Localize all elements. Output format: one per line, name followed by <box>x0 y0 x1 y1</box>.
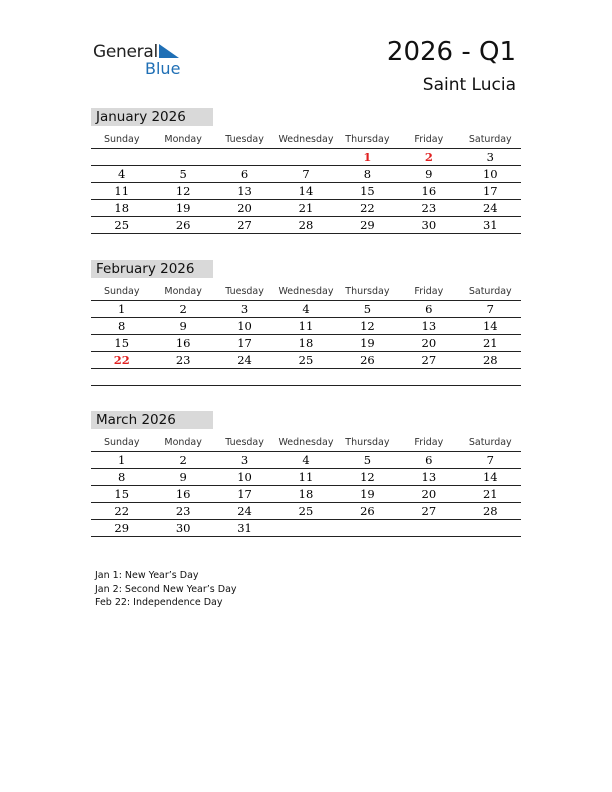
week-row <box>91 469 521 486</box>
week-row <box>91 520 521 537</box>
weekday-header: Saturday <box>468 436 512 448</box>
weekday-header: Sunday <box>103 285 140 297</box>
calendar-grid <box>91 130 521 234</box>
day-cell: 1 <box>91 301 152 318</box>
day-cell <box>275 520 336 537</box>
day-cell: 14 <box>460 469 521 486</box>
day-cell: 2 <box>152 301 213 318</box>
weekday-header: Tuesday <box>225 436 264 448</box>
month-label: February 2026 <box>91 260 213 278</box>
day-cell: 22 <box>91 503 152 520</box>
day-cell: 7 <box>275 166 336 183</box>
month-label: March 2026 <box>91 411 213 429</box>
month-block <box>91 108 521 234</box>
day-cell: 21 <box>460 335 521 352</box>
day-cell: 28 <box>460 352 521 369</box>
day-cell: 28 <box>460 503 521 520</box>
day-cell: 16 <box>398 183 459 200</box>
day-cell: 4 <box>91 166 152 183</box>
day-cell: 14 <box>275 183 336 200</box>
week-row <box>91 486 521 503</box>
day-cell: 26 <box>152 217 213 234</box>
day-cell: 16 <box>152 335 213 352</box>
logo-word-blue: Blue <box>145 59 181 78</box>
country-name: Saint Lucia <box>422 75 516 95</box>
weekday-header: Tuesday <box>225 285 264 297</box>
page-title: 2026 - Q1 <box>386 37 516 67</box>
day-cell: 26 <box>337 352 398 369</box>
day-cell: 19 <box>337 335 398 352</box>
week-row <box>91 183 521 200</box>
day-cell: 31 <box>214 520 275 537</box>
day-cell: 8 <box>337 166 398 183</box>
month-block <box>91 260 521 386</box>
day-cell <box>275 149 336 166</box>
weekday-header: Wednesday <box>278 133 334 145</box>
week-row <box>91 452 521 469</box>
day-cell: 17 <box>214 335 275 352</box>
holiday-note: Jan 1: New Year’s Day <box>95 570 199 581</box>
day-cell: 25 <box>275 352 336 369</box>
day-cell <box>91 369 152 386</box>
day-cell <box>152 149 213 166</box>
day-cell: 7 <box>460 301 521 318</box>
day-cell <box>275 369 336 386</box>
weekday-header: Friday <box>414 436 444 448</box>
day-cell: 9 <box>152 469 213 486</box>
day-cell: 13 <box>398 469 459 486</box>
day-cell: 6 <box>214 166 275 183</box>
day-cell: 11 <box>91 183 152 200</box>
day-cell: 12 <box>337 318 398 335</box>
day-cell: 8 <box>91 469 152 486</box>
day-cell: 30 <box>152 520 213 537</box>
day-cell: 9 <box>398 166 459 183</box>
calendar-grid <box>91 433 521 537</box>
day-cell: 16 <box>152 486 213 503</box>
holiday-notes <box>95 569 237 610</box>
day-cell: 27 <box>398 503 459 520</box>
day-cell: 17 <box>460 183 521 200</box>
calendar-grid <box>91 282 521 386</box>
day-cell: 29 <box>337 217 398 234</box>
day-cell: 15 <box>337 183 398 200</box>
day-cell: 1 <box>337 149 398 166</box>
day-cell: 12 <box>152 183 213 200</box>
weekday-header: Wednesday <box>278 436 334 448</box>
day-cell <box>460 520 521 537</box>
day-cell: 8 <box>91 318 152 335</box>
day-cell <box>398 520 459 537</box>
day-cell: 17 <box>214 486 275 503</box>
logo-word-general: General <box>93 42 158 62</box>
day-cell: 20 <box>398 335 459 352</box>
day-cell <box>337 369 398 386</box>
day-cell: 27 <box>398 352 459 369</box>
day-cell: 10 <box>214 318 275 335</box>
day-cell: 20 <box>398 486 459 503</box>
day-cell: 12 <box>337 469 398 486</box>
day-cell: 29 <box>91 520 152 537</box>
weekday-header: Thursday <box>345 436 390 448</box>
weekday-header: Tuesday <box>225 133 264 145</box>
week-row <box>91 503 521 520</box>
day-cell: 31 <box>460 217 521 234</box>
day-cell: 24 <box>214 352 275 369</box>
day-cell: 13 <box>214 183 275 200</box>
day-cell: 9 <box>152 318 213 335</box>
weekday-header: Friday <box>414 133 444 145</box>
day-cell: 11 <box>275 318 336 335</box>
day-cell <box>398 369 459 386</box>
day-cell: 3 <box>460 149 521 166</box>
day-cell: 30 <box>398 217 459 234</box>
day-cell: 27 <box>214 217 275 234</box>
day-cell: 24 <box>214 503 275 520</box>
weekday-header: Sunday <box>103 436 140 448</box>
day-cell: 19 <box>152 200 213 217</box>
day-cell: 20 <box>214 200 275 217</box>
week-row <box>91 217 521 234</box>
generalblue-logo <box>93 42 193 78</box>
weekday-header: Wednesday <box>278 285 334 297</box>
day-cell <box>214 369 275 386</box>
day-cell: 22 <box>337 200 398 217</box>
day-cell: 6 <box>398 452 459 469</box>
weekday-header: Saturday <box>468 133 512 145</box>
day-cell: 13 <box>398 318 459 335</box>
day-cell: 22 <box>91 352 152 369</box>
weekday-header: Saturday <box>468 285 512 297</box>
week-row <box>91 149 521 166</box>
day-cell <box>214 149 275 166</box>
day-cell: 23 <box>152 503 213 520</box>
day-cell: 14 <box>460 318 521 335</box>
week-row <box>91 200 521 217</box>
day-cell: 19 <box>337 486 398 503</box>
day-cell: 10 <box>214 469 275 486</box>
day-cell: 15 <box>91 335 152 352</box>
day-cell: 7 <box>460 452 521 469</box>
weekday-header: Monday <box>164 133 202 145</box>
logo-flag-icon <box>159 44 181 60</box>
day-cell: 25 <box>275 503 336 520</box>
week-row <box>91 166 521 183</box>
day-cell: 2 <box>398 149 459 166</box>
day-cell: 23 <box>398 200 459 217</box>
weekday-header: Sunday <box>103 133 140 145</box>
day-cell: 21 <box>460 486 521 503</box>
day-cell: 2 <box>152 452 213 469</box>
day-cell: 5 <box>337 452 398 469</box>
week-row <box>91 301 521 318</box>
day-cell: 3 <box>214 452 275 469</box>
day-cell: 28 <box>275 217 336 234</box>
day-cell <box>460 369 521 386</box>
day-cell: 10 <box>460 166 521 183</box>
day-cell <box>152 369 213 386</box>
weekday-header: Monday <box>164 436 202 448</box>
day-cell: 5 <box>152 166 213 183</box>
day-cell: 4 <box>275 452 336 469</box>
day-cell: 4 <box>275 301 336 318</box>
week-row <box>91 352 521 369</box>
weekday-header: Thursday <box>345 133 390 145</box>
month-block <box>91 411 521 537</box>
day-cell: 11 <box>275 469 336 486</box>
day-cell: 23 <box>152 352 213 369</box>
day-cell <box>91 149 152 166</box>
day-cell: 26 <box>337 503 398 520</box>
day-cell: 6 <box>398 301 459 318</box>
day-cell: 18 <box>91 200 152 217</box>
day-cell: 25 <box>91 217 152 234</box>
weekday-header: Monday <box>164 285 202 297</box>
week-row <box>91 318 521 335</box>
day-cell: 15 <box>91 486 152 503</box>
week-row <box>91 335 521 352</box>
day-cell: 18 <box>275 335 336 352</box>
weekday-header: Friday <box>414 285 444 297</box>
holiday-note: Jan 2: Second New Year’s Day <box>95 583 237 595</box>
weekday-header: Thursday <box>345 285 390 297</box>
day-cell: 18 <box>275 486 336 503</box>
day-cell: 1 <box>91 452 152 469</box>
day-cell <box>337 520 398 537</box>
week-row <box>91 369 521 386</box>
day-cell: 21 <box>275 200 336 217</box>
day-cell: 5 <box>337 301 398 318</box>
day-cell: 24 <box>460 200 521 217</box>
month-label: January 2026 <box>91 108 213 126</box>
holiday-note: Feb 22: Independence Day <box>95 597 223 608</box>
day-cell: 3 <box>214 301 275 318</box>
